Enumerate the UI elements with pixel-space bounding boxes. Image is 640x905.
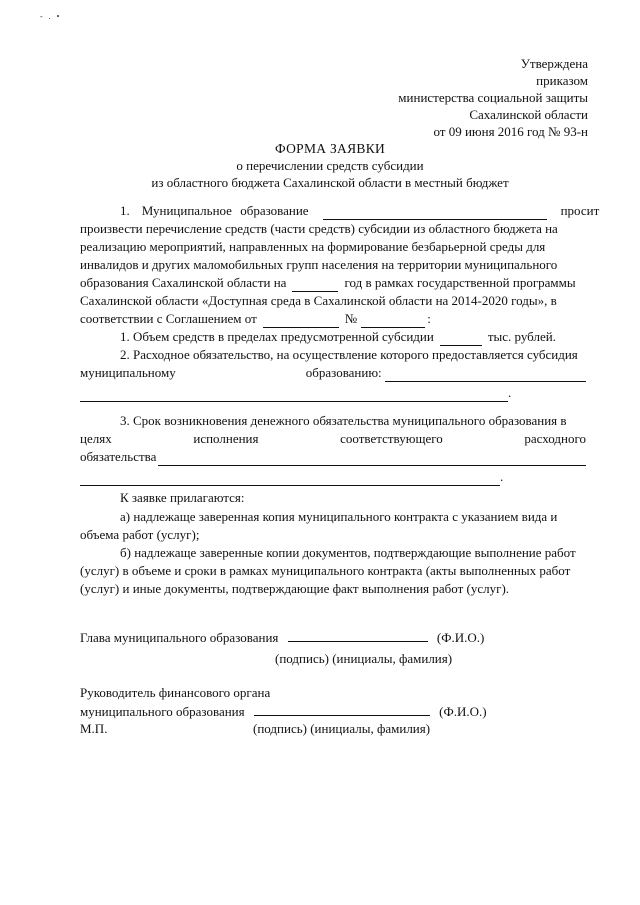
item3-line3 (80, 448, 586, 466)
text-line: инвалидов и других маломобильных групп населения на территории муниципального (80, 257, 558, 272)
text-line: тыс. рублей. (487, 329, 556, 344)
approval-line: приказом (536, 73, 588, 88)
attachment-b-cont: (услуг) и иные документы, подтверждающие факт выполнения работ (услуг). (80, 581, 510, 596)
item2-line (80, 346, 586, 364)
p1-line1 (80, 202, 600, 220)
title-sub: из областного бюджета Сахалинской области в местный бюджет (151, 175, 509, 190)
attachment-b-cont: (услуг) в объеме и сроки в рамках муниципального контракта (акты выполненных работ (80, 563, 571, 578)
p1-line (80, 238, 586, 256)
item2-line2 (80, 364, 586, 382)
p1-number: 1. (120, 203, 130, 218)
text-line: Сахалинской области «Доступная среда в Сахалинской области на 2014-2020 годы», в (80, 293, 557, 308)
approval-line: министерства социальной защиты (398, 90, 588, 105)
finance-signature-line (80, 702, 487, 721)
text-word: расходного (524, 431, 586, 446)
item3-line2 (80, 430, 586, 448)
municipality-blank[interactable] (323, 207, 547, 220)
signature-label: Глава муниципального образования (80, 630, 279, 645)
p1-line5 (80, 274, 586, 292)
agreement-date-blank[interactable] (263, 314, 339, 328)
p1-tail: просит (560, 203, 600, 218)
title-sub: о перечислении средств субсидии (236, 158, 424, 173)
signature-label: Руководитель финансового органа (80, 685, 271, 700)
text-word: исполнения (193, 431, 259, 446)
approval-line: от 09 июня 2016 год № 93-н (433, 124, 588, 139)
head-signature-blank[interactable] (288, 628, 428, 642)
form-body (80, 202, 600, 486)
p1-line (80, 256, 586, 274)
text-line: реализацию мероприятий, направленных на формирование безбарьерной среды для (80, 239, 546, 254)
p1-lead: Муниципальное образование (141, 203, 309, 218)
term-blank-2[interactable] (80, 473, 500, 486)
amount-blank[interactable] (440, 332, 482, 346)
form-title (80, 140, 580, 191)
text-line: соответствии с Соглашением от (80, 311, 257, 326)
text-line: произвести перечисление средств (части средств) субсидии из областного бюджета на (80, 221, 558, 236)
text-line: 3. Срок возникновения денежного обязательства муниципального образования в (120, 413, 567, 428)
text-line: : (427, 311, 431, 326)
text-line: 1. Объем средств в пределах предусмотренной субсидии (120, 329, 434, 344)
fio-label: (Ф.И.О.) (439, 704, 487, 719)
item1-line (80, 328, 586, 346)
fio-label: (Ф.И.О.) (436, 630, 485, 645)
text-line: обязательства (80, 449, 157, 464)
item3-line (80, 412, 586, 430)
attachment-b: б) надлежаще заверенные копии документов, подтверждающие выполнение работ (120, 545, 576, 560)
attachments-section (80, 489, 586, 598)
text-line: образованию: (305, 365, 382, 380)
text-line: год в рамках государственной программы (344, 275, 576, 290)
obligation-blank[interactable] (385, 369, 586, 382)
text-line: образования Сахалинской области на (80, 275, 287, 290)
term-blank[interactable] (158, 453, 586, 466)
text-line: 2. Расходное обязательство, на осуществление которого предоставляется субсидия (120, 347, 578, 362)
text-line: № (344, 311, 358, 326)
finance-signature-blank[interactable] (254, 702, 430, 716)
approval-line: Утверждена (520, 56, 588, 71)
attachments-heading: К заявке прилагаются: (120, 490, 245, 505)
obligation-blank-2[interactable] (80, 389, 508, 402)
signature-caption: (подпись) (инициалы, фамилия) (253, 721, 431, 736)
text-line: . (500, 469, 504, 484)
signature-label: муниципального образования (80, 704, 245, 719)
approval-line: Сахалинской области (469, 107, 588, 122)
p1-line (80, 292, 586, 310)
year-blank[interactable] (292, 278, 338, 292)
head-signature-line (80, 628, 484, 647)
item2-line3 (80, 384, 586, 402)
seal-label: М.П. (80, 721, 108, 736)
signature-caption: (подпись) (инициалы, фамилия) (275, 651, 453, 666)
text-word: целях (80, 431, 112, 446)
attachment-a-cont: объема работ (услуг); (80, 527, 200, 542)
text-word: соответствующего (340, 431, 443, 446)
agreement-number-blank[interactable] (361, 314, 425, 328)
item3-line4 (80, 468, 586, 486)
attachment-a: а) надлежаще заверенная копия муниципального контракта с указанием вида и (120, 509, 558, 524)
scan-marks: - . • (40, 12, 62, 21)
text-line: . (508, 385, 512, 400)
approval-stamp (398, 55, 588, 140)
p1-line7 (80, 310, 586, 328)
p1-line (80, 220, 586, 238)
title-main: ФОРМА ЗАЯВКИ (274, 141, 386, 156)
text-line: муниципальному (80, 365, 176, 380)
